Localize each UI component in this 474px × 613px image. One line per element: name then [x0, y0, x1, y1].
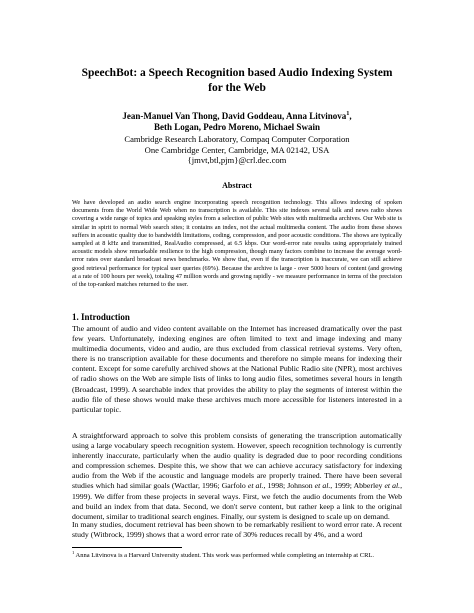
paper-title-line-1: SpeechBot: a Speech Recognition based Audio Indexing System	[81, 67, 393, 79]
footnote-number: 1	[72, 549, 75, 555]
footnote	[72, 549, 402, 560]
intro-paragraph-1: The amount of audio and video content available on the Internet has increased dramatically over the past few years. Unfortunately, indexing engines are often limited to text and image indexing and many multimedia documents, video and audio, are thus excluded from classical retrieval systems. Very often, there is no transcription available for these documents and therefore no simple means for indexing their content. Except for some carefully archived shows at the National Public Radio site (NPR), most archives of radio shows on the Web are simple lists of links to long audio files, sometimes several hours in length (Broadcast, 1999). A searchable index that provides the ability to play the segments of interest within the audio file of these shows would make these archives much more accessible for listeners interested in a particular topic.	[72, 324, 402, 414]
author-separator: ,	[349, 111, 352, 121]
footnote-divider	[72, 547, 182, 548]
p2-text-b: , 1998; Johnson	[263, 481, 315, 491]
footnote-marker: 1	[346, 110, 350, 117]
p2-text-c: , 1999; Abberley	[330, 481, 385, 491]
intro-paragraph-3: In many studies, document retrieval has been shown to be remarkably resilient to word error rate. A recent study (Witbrock, 1999) shows that a word error rate of 30% reduces recall by 4%, and a word	[72, 520, 402, 540]
affiliation-line-1: Cambridge Research Laboratory, Compaq Computer Corporation	[124, 134, 350, 144]
author-names-1: Jean-Manuel Van Thong, David Goddeau, Anna Litvinova	[122, 111, 347, 121]
p2-etal-1: et al.	[247, 481, 264, 491]
author-line-1	[40, 111, 434, 122]
affiliation-email: {jmvt,btl,pjm}@crl.dec.com	[187, 155, 287, 166]
p2-text-a: A straightforward approach to solve this problem consists of generating the transcription automatically using a large vocabulary speech recognition system. However, speech recognition technology is currently inherently inaccurate, particularly when the audio quality is degraded due to poor recording conditions and compression schemes. Despite this, we show that we can achieve accuracy satisfactory for indexing audio from the Web if the acoustic and language models are properly trained. There have been several studies which had similar goals (Wactlar, 1996; Garfolo	[72, 431, 402, 491]
footnote-text: Anna Litvinova is a Harvard University student. This work was performed while completing an internship at CRL.	[74, 552, 375, 559]
p2-etal-2: et al.	[314, 481, 331, 491]
paper-title-line-2: for the Web	[208, 82, 266, 94]
paper-title	[40, 66, 434, 96]
affiliation	[40, 134, 434, 166]
abstract-text: We have developed an audio search engine incorporating speech recognition technology. This allows indexing of spoken documents from the World Wide Web when no transcription is available. This site indexes several talk and news radio shows covering a wide range of topics and speaking styles from a selection of public Web sites with multimedia archives. Our Web site is similar in spirit to normal Web search sites; it contains an index, not the actual multimedia content. The audio from these shows suffers in acoustic quality due to bandwidth limitations, coding, compression, and poor acoustic conditions. The shows are typically sampled at 8 kHz and transmitted, RealAudio compressed, at 6.5 kbps. Our word-error rate results using appropriately trained acoustic models show remarkable resilience to the high compression, though many factors combine to increase the average word-error rates over standard broadcast news benchmarks. We show that, even if the transcription is inaccurate, we can still achieve good retrieval performance for typical user queries (69%). Because the archive is large - over 5000 hours of content (and growing at a rate of 100 hours per week), totaling 47 million words and growing rapidly - we measure performance in terms of the precision of the top-ranked matches returned to the user.	[72, 199, 402, 289]
author-line-2: Beth Logan, Pedro Moreno, Michael Swain	[154, 122, 320, 132]
author-list	[40, 111, 434, 133]
intro-paragraph-2	[72, 431, 402, 522]
p2-etal-3: et al.	[384, 481, 401, 491]
affiliation-line-2: One Cambridge Center, Cambridge, MA 02142, USA	[144, 144, 330, 155]
section-heading-introduction: 1. Introduction	[72, 312, 130, 322]
p2-text-d: , 1999). We differ from these projects in several ways. First, we fetch the audio documents from the Web and build an index from that data. Second, we don't serve content, but rather keep a link to the original document, similar to traditional search engines. Finally, our system is designed to scale up on demand.	[72, 481, 403, 521]
abstract-heading: Abstract	[222, 181, 252, 190]
